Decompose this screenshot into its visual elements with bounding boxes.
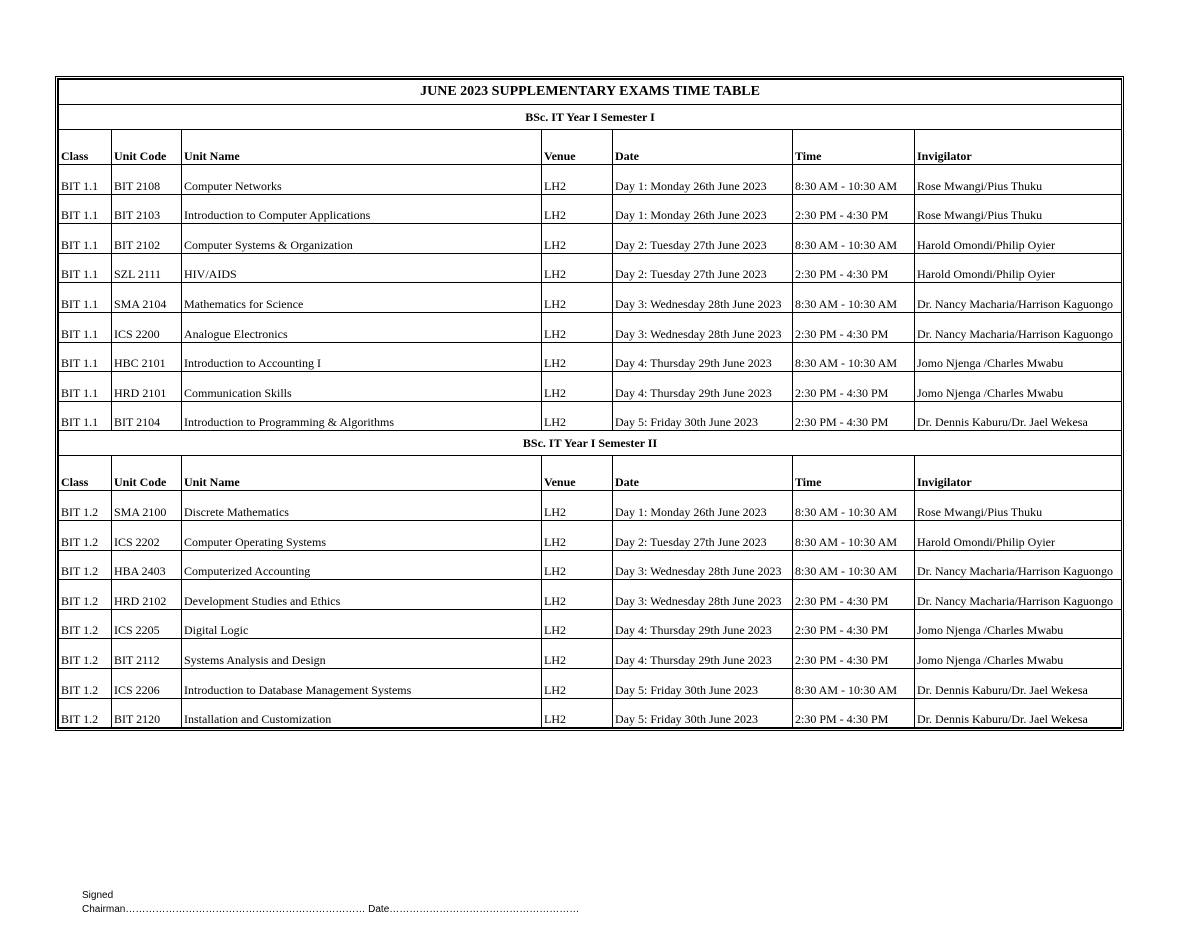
table-row — [59, 312, 1122, 342]
class-cell: BIT 1.1 — [59, 283, 112, 313]
time-cell: 2:30 PM - 4:30 PM — [793, 253, 915, 283]
unit-name-cell: HIV/AIDS — [182, 253, 542, 283]
class-cell: BIT 1.2 — [59, 698, 112, 728]
class-cell: BIT 1.1 — [59, 372, 112, 402]
unit-code-cell: ICS 2202 — [112, 520, 182, 550]
section-heading-row — [59, 431, 1122, 456]
date-cell: Day 2: Tuesday 27th June 2023 — [613, 253, 793, 283]
time-cell: 8:30 AM - 10:30 AM — [793, 342, 915, 372]
date-cell: Day 4: Thursday 29th June 2023 — [613, 639, 793, 669]
unit-name-cell: Introduction to Database Management Systems — [182, 668, 542, 698]
class-cell: BIT 1.2 — [59, 550, 112, 580]
unit-code-cell: BIT 2102 — [112, 224, 182, 254]
section-heading: BSc. IT Year I Semester II — [59, 431, 1122, 456]
invigilator-cell: Dr. Nancy Macharia/Harrison Kaguongo — [915, 580, 1122, 610]
time-cell: 2:30 PM - 4:30 PM — [793, 609, 915, 639]
table-row — [59, 639, 1122, 669]
column-header-unit-name: Unit Name — [182, 130, 542, 165]
date-cell: Day 3: Wednesday 28th June 2023 — [613, 550, 793, 580]
table-row — [59, 668, 1122, 698]
invigilator-cell: Harold Omondi/Philip Oyier — [915, 253, 1122, 283]
unit-name-cell: Computer Operating Systems — [182, 520, 542, 550]
venue-cell: LH2 — [542, 698, 613, 728]
column-header-time: Time — [793, 130, 915, 165]
unit-code-cell: SMA 2100 — [112, 491, 182, 521]
time-cell: 2:30 PM - 4:30 PM — [793, 401, 915, 431]
table-row — [59, 253, 1122, 283]
column-header-date: Date — [613, 456, 793, 491]
venue-cell: LH2 — [542, 668, 613, 698]
signed-label: Signed — [82, 890, 114, 901]
time-cell: 8:30 AM - 10:30 AM — [793, 224, 915, 254]
date-cell: Day 5: Friday 30th June 2023 — [613, 668, 793, 698]
invigilator-cell: Jomo Njenga /Charles Mwabu — [915, 342, 1122, 372]
time-cell: 2:30 PM - 4:30 PM — [793, 698, 915, 728]
table-row — [59, 698, 1122, 728]
table-row — [59, 580, 1122, 610]
signature-block — [82, 889, 579, 917]
unit-code-cell: HRD 2102 — [112, 580, 182, 610]
column-header-invigilator: Invigilator — [915, 456, 1122, 491]
unit-name-cell: Introduction to Computer Applications — [182, 194, 542, 224]
time-cell: 8:30 AM - 10:30 AM — [793, 520, 915, 550]
class-cell: BIT 1.1 — [59, 253, 112, 283]
unit-name-cell: Mathematics for Science — [182, 283, 542, 313]
unit-name-cell: Introduction to Accounting I — [182, 342, 542, 372]
venue-cell: LH2 — [542, 520, 613, 550]
venue-cell: LH2 — [542, 342, 613, 372]
column-header-date: Date — [613, 130, 793, 165]
venue-cell: LH2 — [542, 283, 613, 313]
time-cell: 8:30 AM - 10:30 AM — [793, 668, 915, 698]
unit-code-cell: SZL 2111 — [112, 253, 182, 283]
class-cell: BIT 1.2 — [59, 639, 112, 669]
venue-cell: LH2 — [542, 194, 613, 224]
chairman-date-line: Chairman……………………………………………………………… Date………………………………………………… — [82, 904, 580, 915]
table-row — [59, 224, 1122, 254]
column-header-row — [59, 456, 1122, 491]
date-cell: Day 1: Monday 26th June 2023 — [613, 491, 793, 521]
table-row — [59, 372, 1122, 402]
invigilator-cell: Jomo Njenga /Charles Mwabu — [915, 372, 1122, 402]
class-cell: BIT 1.2 — [59, 580, 112, 610]
unit-code-cell: BIT 2104 — [112, 401, 182, 431]
date-cell: Day 4: Thursday 29th June 2023 — [613, 372, 793, 402]
table-row — [59, 165, 1122, 195]
table-row — [59, 550, 1122, 580]
unit-name-cell: Computer Systems & Organization — [182, 224, 542, 254]
venue-cell: LH2 — [542, 372, 613, 402]
unit-name-cell: Digital Logic — [182, 609, 542, 639]
venue-cell: LH2 — [542, 224, 613, 254]
class-cell: BIT 1.2 — [59, 491, 112, 521]
timetable — [58, 79, 1122, 728]
date-cell: Day 2: Tuesday 27th June 2023 — [613, 224, 793, 254]
table-row — [59, 491, 1122, 521]
class-cell: BIT 1.1 — [59, 342, 112, 372]
unit-code-cell: ICS 2200 — [112, 312, 182, 342]
timetable-sheet — [55, 76, 1124, 731]
column-header-class: Class — [59, 130, 112, 165]
table-row — [59, 283, 1122, 313]
unit-code-cell: HBA 2403 — [112, 550, 182, 580]
unit-name-cell: Introduction to Programming & Algorithms — [182, 401, 542, 431]
date-cell: Day 5: Friday 30th June 2023 — [613, 401, 793, 431]
date-cell: Day 1: Monday 26th June 2023 — [613, 165, 793, 195]
unit-name-cell: Discrete Mathematics — [182, 491, 542, 521]
table-row — [59, 401, 1122, 431]
venue-cell: LH2 — [542, 550, 613, 580]
date-cell: Day 3: Wednesday 28th June 2023 — [613, 283, 793, 313]
unit-code-cell: HRD 2101 — [112, 372, 182, 402]
date-cell: Day 4: Thursday 29th June 2023 — [613, 609, 793, 639]
venue-cell: LH2 — [542, 165, 613, 195]
column-header-time: Time — [793, 456, 915, 491]
time-cell: 2:30 PM - 4:30 PM — [793, 372, 915, 402]
invigilator-cell: Rose Mwangi/Pius Thuku — [915, 194, 1122, 224]
column-header-unit-code: Unit Code — [112, 130, 182, 165]
column-header-unit-code: Unit Code — [112, 456, 182, 491]
venue-cell: LH2 — [542, 491, 613, 521]
unit-name-cell: Computerized Accounting — [182, 550, 542, 580]
section-heading: BSc. IT Year I Semester I — [59, 105, 1122, 130]
class-cell: BIT 1.1 — [59, 165, 112, 195]
class-cell: BIT 1.1 — [59, 401, 112, 431]
unit-name-cell: Systems Analysis and Design — [182, 639, 542, 669]
column-header-venue: Venue — [542, 130, 613, 165]
time-cell: 2:30 PM - 4:30 PM — [793, 194, 915, 224]
title-row — [59, 80, 1122, 105]
table-row — [59, 609, 1122, 639]
date-cell: Day 5: Friday 30th June 2023 — [613, 698, 793, 728]
invigilator-cell: Rose Mwangi/Pius Thuku — [915, 491, 1122, 521]
column-header-row — [59, 130, 1122, 165]
class-cell: BIT 1.2 — [59, 609, 112, 639]
unit-name-cell: Development Studies and Ethics — [182, 580, 542, 610]
invigilator-cell: Dr. Nancy Macharia/Harrison Kaguongo — [915, 550, 1122, 580]
date-cell: Day 2: Tuesday 27th June 2023 — [613, 520, 793, 550]
table-row — [59, 342, 1122, 372]
invigilator-cell: Jomo Njenga /Charles Mwabu — [915, 609, 1122, 639]
class-cell: BIT 1.1 — [59, 312, 112, 342]
unit-code-cell: BIT 2108 — [112, 165, 182, 195]
class-cell: BIT 1.1 — [59, 194, 112, 224]
unit-name-cell: Installation and Customization — [182, 698, 542, 728]
invigilator-cell: Dr. Dennis Kaburu/Dr. Jael Wekesa — [915, 698, 1122, 728]
time-cell: 8:30 AM - 10:30 AM — [793, 165, 915, 195]
time-cell: 8:30 AM - 10:30 AM — [793, 491, 915, 521]
unit-name-cell: Analogue Electronics — [182, 312, 542, 342]
column-header-invigilator: Invigilator — [915, 130, 1122, 165]
table-row — [59, 194, 1122, 224]
invigilator-cell: Dr. Nancy Macharia/Harrison Kaguongo — [915, 283, 1122, 313]
time-cell: 2:30 PM - 4:30 PM — [793, 580, 915, 610]
unit-name-cell: Computer Networks — [182, 165, 542, 195]
time-cell: 8:30 AM - 10:30 AM — [793, 283, 915, 313]
unit-code-cell: HBC 2101 — [112, 342, 182, 372]
invigilator-cell: Jomo Njenga /Charles Mwabu — [915, 639, 1122, 669]
invigilator-cell: Dr. Dennis Kaburu/Dr. Jael Wekesa — [915, 401, 1122, 431]
venue-cell: LH2 — [542, 639, 613, 669]
venue-cell: LH2 — [542, 580, 613, 610]
date-cell: Day 1: Monday 26th June 2023 — [613, 194, 793, 224]
unit-code-cell: SMA 2104 — [112, 283, 182, 313]
unit-code-cell: BIT 2103 — [112, 194, 182, 224]
date-cell: Day 3: Wednesday 28th June 2023 — [613, 312, 793, 342]
invigilator-cell: Dr. Dennis Kaburu/Dr. Jael Wekesa — [915, 668, 1122, 698]
invigilator-cell: Dr. Nancy Macharia/Harrison Kaguongo — [915, 312, 1122, 342]
venue-cell: LH2 — [542, 312, 613, 342]
invigilator-cell: Harold Omondi/Philip Oyier — [915, 224, 1122, 254]
invigilator-cell: Rose Mwangi/Pius Thuku — [915, 165, 1122, 195]
venue-cell: LH2 — [542, 401, 613, 431]
unit-code-cell: BIT 2120 — [112, 698, 182, 728]
unit-name-cell: Communication Skills — [182, 372, 542, 402]
class-cell: BIT 1.2 — [59, 520, 112, 550]
time-cell: 8:30 AM - 10:30 AM — [793, 550, 915, 580]
date-cell: Day 4: Thursday 29th June 2023 — [613, 342, 793, 372]
column-header-unit-name: Unit Name — [182, 456, 542, 491]
unit-code-cell: BIT 2112 — [112, 639, 182, 669]
class-cell: BIT 1.2 — [59, 668, 112, 698]
venue-cell: LH2 — [542, 609, 613, 639]
section-heading-row — [59, 105, 1122, 130]
unit-code-cell: ICS 2205 — [112, 609, 182, 639]
time-cell: 2:30 PM - 4:30 PM — [793, 312, 915, 342]
table-row — [59, 520, 1122, 550]
column-header-class: Class — [59, 456, 112, 491]
invigilator-cell: Harold Omondi/Philip Oyier — [915, 520, 1122, 550]
class-cell: BIT 1.1 — [59, 224, 112, 254]
time-cell: 2:30 PM - 4:30 PM — [793, 639, 915, 669]
date-cell: Day 3: Wednesday 28th June 2023 — [613, 580, 793, 610]
column-header-venue: Venue — [542, 456, 613, 491]
venue-cell: LH2 — [542, 253, 613, 283]
unit-code-cell: ICS 2206 — [112, 668, 182, 698]
page-title: JUNE 2023 SUPPLEMENTARY EXAMS TIME TABLE — [59, 80, 1122, 105]
